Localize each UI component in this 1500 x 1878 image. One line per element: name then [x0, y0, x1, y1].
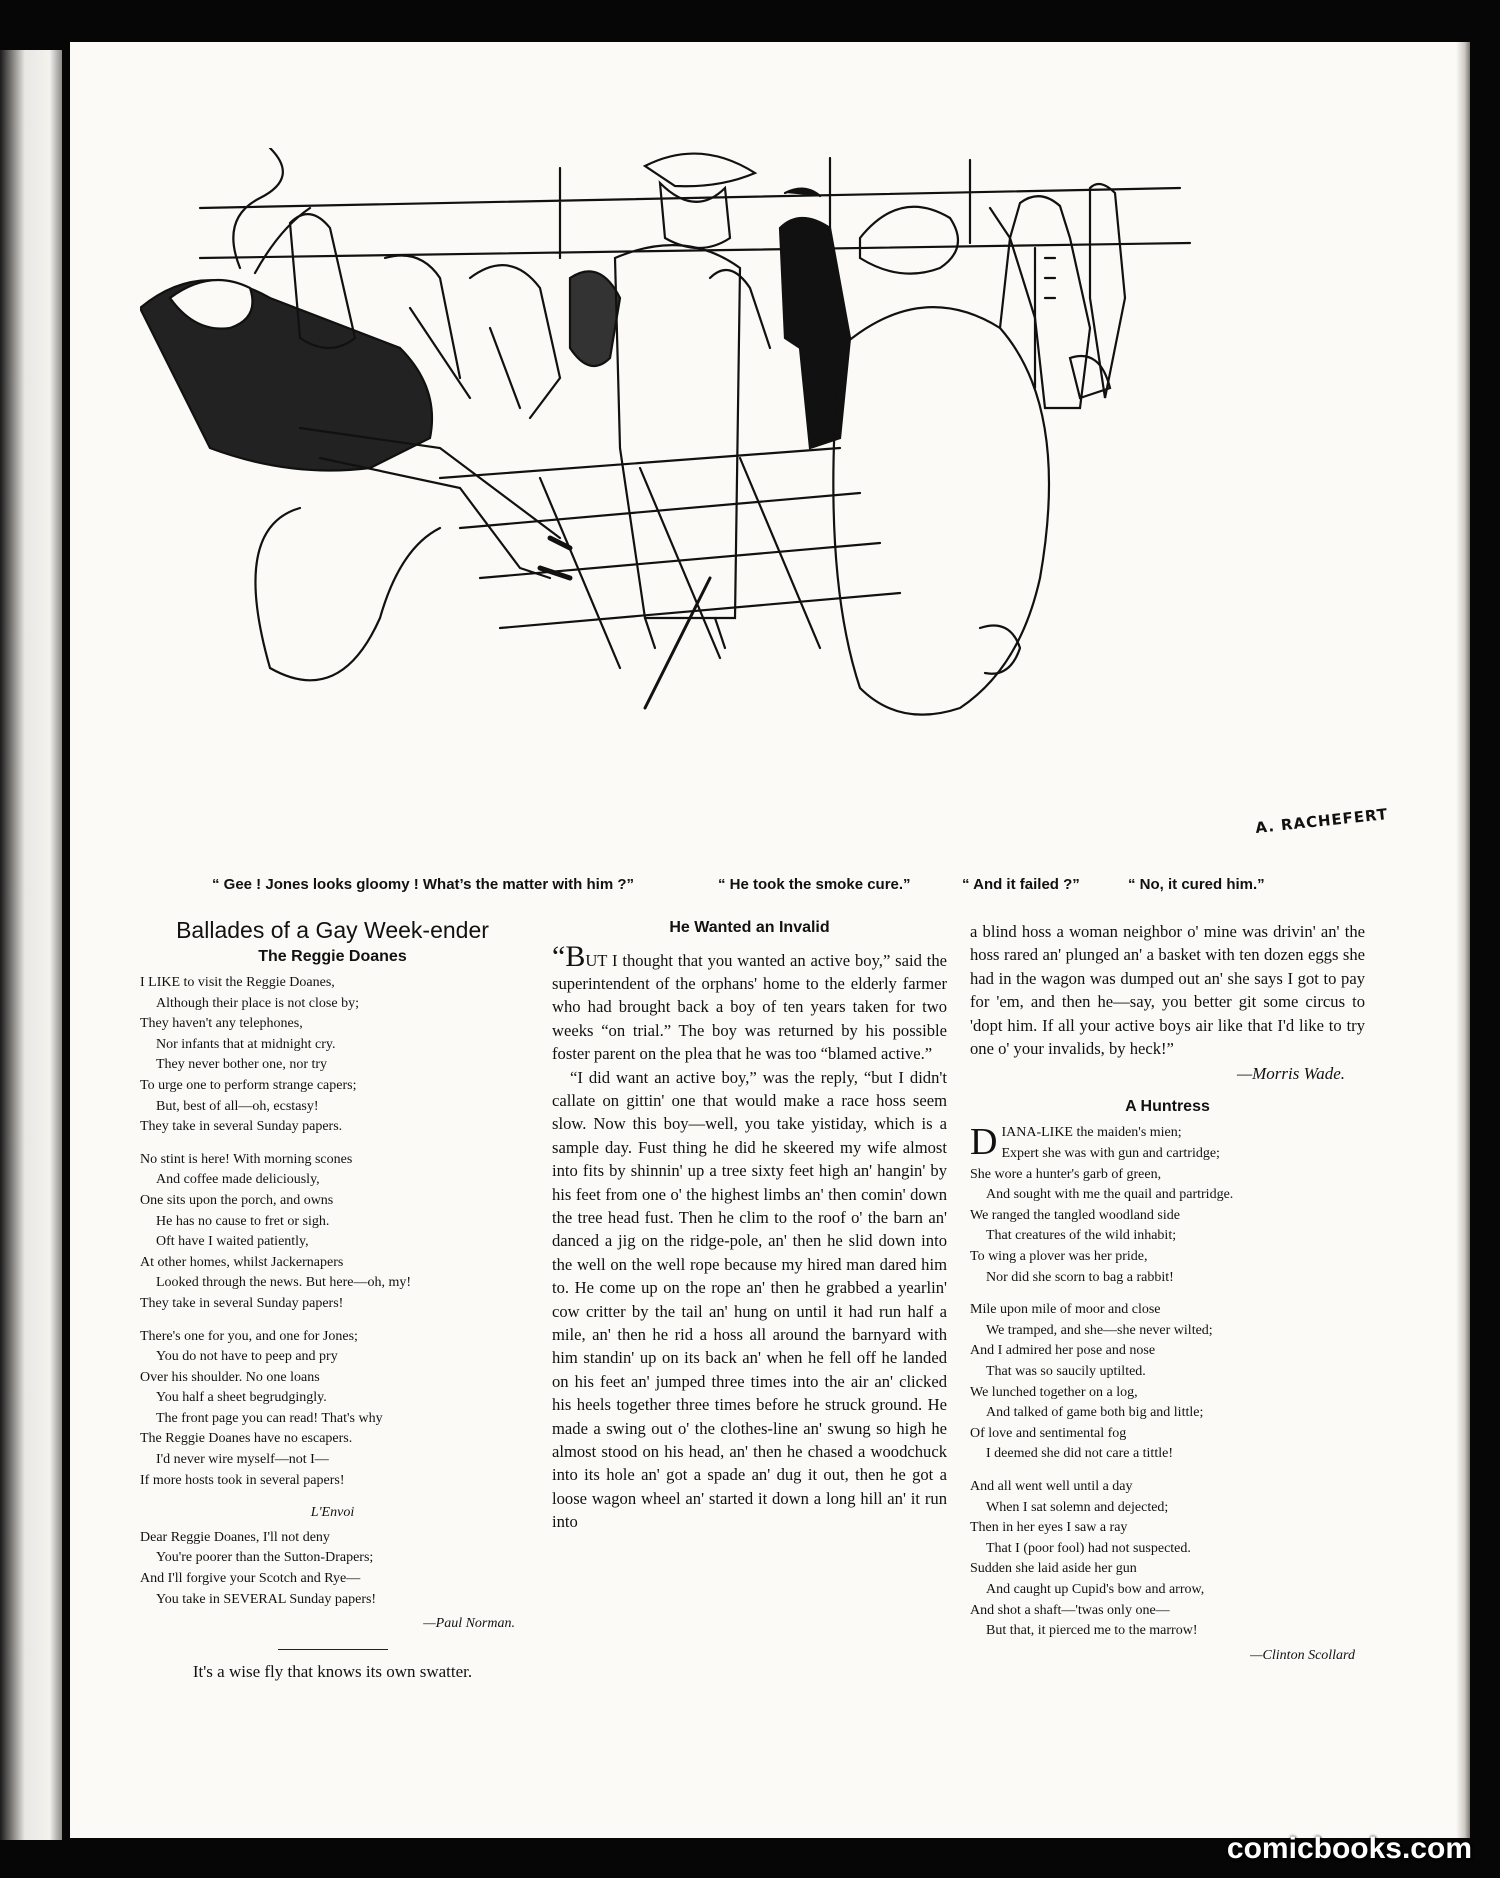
poem-line: But that, it pierced me to the marrow!: [986, 1623, 1198, 1639]
divider-rule: [278, 1649, 388, 1650]
page-edge: [1456, 42, 1470, 1838]
poem-line: He has no cause to fret or sigh.: [156, 1213, 330, 1229]
poem-line: And talked of game both big and little;: [986, 1405, 1204, 1421]
poem-line: And I admired her pose and nose: [970, 1343, 1156, 1359]
huntress-stanza-1: [970, 1123, 1365, 1288]
poem-line: There's one for you, and one for Jones;: [140, 1328, 358, 1344]
invalid-story: [552, 939, 947, 1534]
poem-line: And I'll forgive your Scotch and Rye—: [140, 1570, 361, 1586]
poem-line: And shot a shaft—'twas only one—: [970, 1602, 1170, 1618]
poem-line: That creatures of the wild inhabit;: [986, 1228, 1177, 1244]
caption-quote-2: “ He took the smoke cure.”: [718, 876, 911, 893]
ballades-stanza-2: [140, 1150, 525, 1315]
poem-line: We tramped, and she—she never wilted;: [986, 1322, 1213, 1338]
poem-line: We ranged the tangled woodland side: [970, 1207, 1180, 1223]
poem-line: You take in SEVERAL Sunday papers!: [156, 1591, 377, 1607]
poem-line: Looked through the news. But here—oh, my!: [156, 1275, 412, 1291]
caption-quote-3: “ And it failed ?”: [962, 876, 1080, 893]
huntress-title: A Huntress: [1125, 1097, 1210, 1115]
story-paragraph-1: [552, 939, 947, 1066]
caption-quote-1: “ Gee ! Jones looks gloomy ! What’s the matter with him ?”: [212, 876, 634, 893]
poem-line: Over his shoulder. No one loans: [140, 1369, 320, 1385]
poem-line: And caught up Cupid's bow and arrow,: [986, 1581, 1205, 1597]
poem-line: If more hosts took in several papers!: [140, 1472, 345, 1488]
poem-line: That was so saucily uptilted.: [986, 1363, 1146, 1379]
huntress-dropcap: D: [970, 1121, 998, 1164]
poem-line: Expert she was with gun and cartridge;: [1001, 1146, 1220, 1162]
story-paragraph-2: “I did want an active boy,” was the reply, “but I didn't callate on gittin' one that would make a race hoss seem slow. Now this boy—well, you take yistiday, which is a sample day. Fust thing he did he skeered my wife almost into fits by shinnin' up a tree sixty feet high an' hangin' by his feet from one o' the highest limbs an' then comin' down the tree head fust. Then he clim to the roof o' the barn an' danced a jig on the ridge-pole, an' then he slid down into the well on the well rope because my hired man dared him to. He come up on the rope an' then he grabbed a yearlin' cow critter by the tail an' hung on until it had run half a mile, an' then he rid a hoss all around the barnyard with him standin' up on its back an' when he fell off he landed on his feet an' jumped three times into the air an' clicked his heels together three times before he struck ground. He made a swing out o' the clothes-line an' swung so high he almost stood on his head, an' then he chased a woodchuck into its hole an' got a spade an' dug it out, then he got a loose wagon wheel an' started it down a long hill an' it run into: [552, 1067, 947, 1532]
hotel-lobby-drawing: [140, 148, 1360, 868]
huntress-byline: —Clinton Scollard: [1250, 1647, 1355, 1663]
poem-line: That I (poor fool) had not suspected.: [986, 1540, 1191, 1556]
site-watermark: comicbooks.com: [1226, 1832, 1472, 1865]
poem-line: Oft have I waited patiently,: [156, 1234, 309, 1250]
poem-line: They take in several Sunday papers!: [140, 1295, 344, 1311]
poem-line: Dear Reggie Doanes, I'll not deny: [140, 1529, 330, 1545]
huntress-stanza-3: [970, 1477, 1365, 1642]
artist-signature: A. RACHEFERT: [1254, 805, 1389, 837]
poem-line: I LIKE to visit the Reggie Doanes,: [140, 975, 335, 990]
poem-line: To urge one to perform strange capers;: [140, 1077, 357, 1093]
poem-line: But, best of all—oh, ecstasy!: [156, 1098, 319, 1114]
poem-line: You half a sheet begrudgingly.: [156, 1390, 327, 1406]
poem-line: Of love and sentimental fog: [970, 1425, 1127, 1441]
story-text: UT I thought that you wanted an active boy,” said the superintendent of the orphans' home to the elderly farmer who had brought back a boy of ten years taken for two weeks “on trial.” The boy was returned by his possible foster parent on the plea that he was too “blamed active.”: [552, 950, 947, 1064]
poem-line: Sudden she laid aside her gun: [970, 1561, 1137, 1577]
poem-line: And all went well until a day: [970, 1478, 1133, 1494]
ballades-subtitle: The Reggie Doanes: [258, 947, 407, 965]
cartoon-illustration: [140, 148, 1360, 868]
poem-line: They take in several Sunday papers.: [140, 1119, 343, 1135]
poem-line: And sought with me the quail and partridge.: [986, 1187, 1234, 1203]
invalid-story-continued: [970, 920, 1365, 1060]
poem-line: And coffee made deliciously,: [156, 1172, 320, 1188]
poem-line: The front page you can read! That's why: [156, 1410, 383, 1426]
poem-line: The Reggie Doanes have no escapers.: [140, 1431, 353, 1447]
poem-line: Then in her eyes I saw a ray: [970, 1520, 1128, 1536]
invalid-byline: —Morris Wade.: [1237, 1064, 1345, 1084]
ballades-stanza-3: [140, 1327, 525, 1492]
column-invalid: [552, 918, 947, 1534]
poem-line: Nor infants that at midnight cry.: [156, 1036, 336, 1052]
column-ballades: [140, 917, 525, 1682]
poem-line: Although their place is not close by;: [156, 995, 359, 1011]
poem-line: At other homes, whilst Jackernapers: [140, 1254, 344, 1270]
caption-quote-4: “ No, it cured him.”: [1128, 876, 1265, 893]
ballades-stanza-1: [140, 973, 525, 1138]
book-spine: [0, 50, 62, 1840]
poem-line: IANA-LIKE the maiden's mien;: [1001, 1125, 1182, 1141]
poem-line: Nor did she scorn to bag a rabbit!: [986, 1269, 1174, 1285]
poem-line: She wore a hunter's garb of green,: [970, 1166, 1162, 1182]
poem-line: We lunched together on a log,: [970, 1384, 1138, 1400]
envoi-title: L'Envoi: [310, 1505, 355, 1521]
poem-line: They never bother one, nor try: [156, 1057, 328, 1073]
poem-line: One sits upon the porch, and owns: [140, 1192, 334, 1208]
story-paragraph-3: a blind hoss a woman neighbor o' mine was drivin' an' the hoss rared an' plunged an' a basket with ten dozen eggs she had in the wagon was dumped out an' she says I got to pay for 'em, and then he—say, you better git some circus to 'dopt him. If all your active boys air like that I'd like to try one o' your invalids, by heck!”: [970, 922, 1365, 1059]
envoi-stanza: [140, 1528, 525, 1610]
ballades-title: Ballades of a Gay Week-ender: [176, 917, 489, 943]
poem-line: No stint is here! With morning scones: [140, 1151, 353, 1167]
filler-saying: It's a wise fly that knows its own swatter.: [192, 1661, 473, 1681]
cartoon-caption: [212, 876, 1302, 900]
column-huntress: [970, 920, 1365, 1672]
story-dropcap: “B: [552, 939, 586, 973]
poem-line: Mile upon mile of moor and close: [970, 1302, 1161, 1318]
poem-line: When I sat solemn and dejected;: [986, 1499, 1169, 1515]
poem-line: You do not have to peep and pry: [156, 1349, 338, 1365]
poem-line: To wing a plover was her pride,: [970, 1249, 1148, 1264]
ballades-byline: —Paul Norman.: [423, 1616, 515, 1632]
invalid-title: He Wanted an Invalid: [669, 919, 830, 936]
poem-line: They haven't any telephones,: [140, 1016, 303, 1032]
huntress-stanza-2: [970, 1300, 1365, 1465]
poem-line: I deemed she did not care a tittle!: [986, 1446, 1173, 1462]
poem-line: You're poorer than the Sutton-Drapers;: [156, 1550, 374, 1566]
poem-line: I'd never wire myself—not I—: [156, 1452, 329, 1468]
